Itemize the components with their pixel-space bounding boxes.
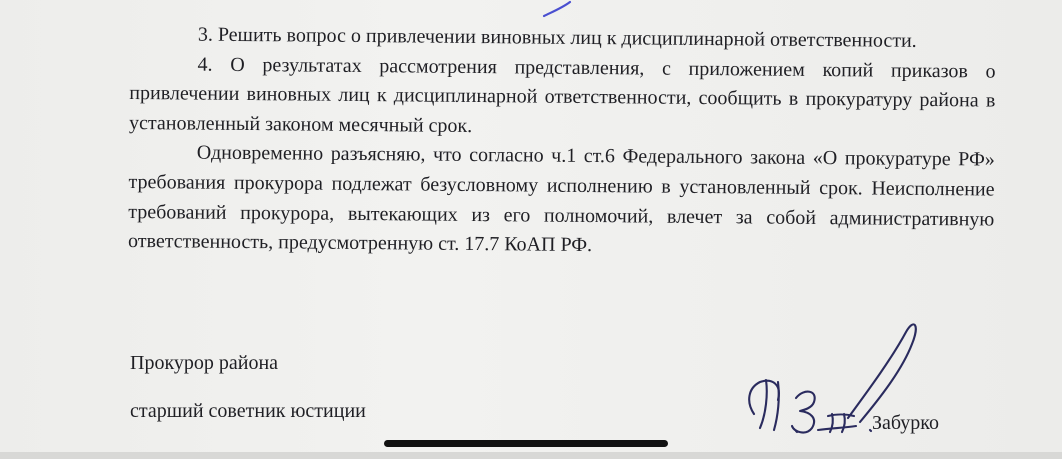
- document-body: [128, 20, 996, 264]
- paragraph-clarification: Одновременно разъясняю, что согласно ч.1 ст.6 Федерального закона «О прокуратуре РФ» требования прокурора подлежат безусловному исполнению в установленный срок. Неисполнение требований прокурора, вытекающих из его полномочий, влечет за собой административную ответственность, предусмотренную ст. 17.7 КоАП РФ.: [127, 141, 995, 257]
- home-indicator: [384, 440, 668, 447]
- paragraph-item-4: 4. О результатах рассмотрения представления, с приложением копий приказов о привлечении виновных лиц к дисциплинарной ответственности, сообщить в прокуратуру района в установленный законом месячный срок.: [129, 53, 996, 137]
- signer-name: Забурко: [872, 412, 940, 434]
- bottom-strip: [0, 452, 1062, 459]
- pen-mark-icon: [540, 0, 580, 22]
- signer-position-line-1: Прокурор района: [130, 352, 279, 374]
- paragraph-item-3: 3. Решить вопрос о привлечении виновных лиц к дисциплинарной ответственности.: [197, 23, 917, 52]
- signer-position-line-2: старший советник юстиции: [130, 400, 366, 422]
- handwritten-signature: [720, 318, 940, 440]
